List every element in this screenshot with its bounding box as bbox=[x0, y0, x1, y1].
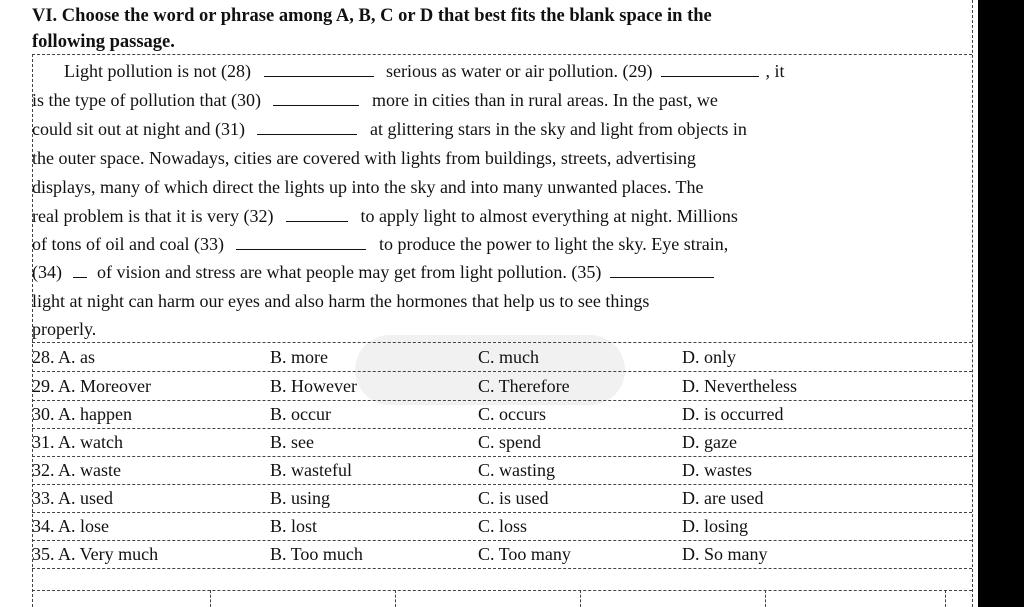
passage-text: to produce the power to light the sky. Eye strain, bbox=[378, 234, 729, 254]
option-d[interactable]: D. losing bbox=[682, 516, 749, 536]
exercise-heading-cont: following passage. bbox=[32, 32, 175, 52]
passage-text: of vision and stress are what people may get from light pollution. (35) bbox=[97, 262, 602, 282]
table-col-divider bbox=[395, 590, 396, 607]
passage-text: , it bbox=[765, 61, 785, 81]
table-col-divider bbox=[945, 590, 946, 607]
answer-row-29 bbox=[32, 372, 972, 401]
option-a[interactable]: 30. A. happen bbox=[32, 404, 132, 424]
answer-row-28 bbox=[32, 343, 972, 372]
passage-text: to apply light to almost everything at night. Millions bbox=[360, 206, 738, 226]
answer-row-32 bbox=[32, 456, 972, 485]
passage-line bbox=[32, 60, 972, 82]
option-b[interactable]: B. However bbox=[270, 376, 357, 396]
option-d[interactable]: D. only bbox=[682, 347, 736, 367]
option-d[interactable]: D. Nevertheless bbox=[682, 376, 797, 396]
passage-text: real problem is that it is very (32) bbox=[32, 206, 274, 226]
answer-row-34 bbox=[32, 512, 972, 541]
answer-row-35 bbox=[32, 540, 972, 569]
option-d[interactable]: D. So many bbox=[682, 544, 768, 564]
table-col-divider bbox=[580, 590, 581, 607]
answer-row-30 bbox=[32, 400, 972, 429]
blank-35[interactable] bbox=[610, 261, 714, 278]
passage-line: displays, many of which direct the lights up into the sky and into many unwanted places. The bbox=[32, 177, 704, 197]
blank-34[interactable] bbox=[73, 261, 87, 278]
option-c[interactable]: C. occurs bbox=[478, 404, 546, 424]
option-c[interactable]: C. is used bbox=[478, 488, 549, 508]
option-a[interactable]: 29. A. Moreover bbox=[32, 376, 151, 396]
option-a[interactable]: 32. A. waste bbox=[32, 460, 121, 480]
option-a[interactable]: 34. A. lose bbox=[32, 516, 110, 536]
passage-line: light at night can harm our eyes and also harm the hormones that help us to see things bbox=[32, 291, 650, 311]
passage-text: more in cities than in rural areas. In the past, we bbox=[371, 90, 718, 110]
blank-31[interactable] bbox=[257, 118, 357, 135]
passage-line bbox=[32, 118, 972, 140]
option-b[interactable]: B. Too much bbox=[270, 544, 363, 564]
passage-text: could sit out at night and (31) bbox=[32, 119, 245, 139]
option-d[interactable]: D. wastes bbox=[682, 460, 752, 480]
option-b[interactable]: B. lost bbox=[270, 516, 318, 536]
exercise-heading: VI. Choose the word or phrase among A, B, C or D that best fits the blank space in the bbox=[32, 6, 712, 26]
option-a[interactable]: 28. A. as bbox=[32, 347, 95, 367]
passage-line bbox=[32, 233, 972, 255]
option-c[interactable]: C. wasting bbox=[478, 460, 556, 480]
option-a[interactable]: 33. A. used bbox=[32, 488, 113, 508]
passage-text: (34) bbox=[32, 262, 62, 282]
passage-line bbox=[32, 89, 972, 111]
option-b[interactable]: B. occur bbox=[270, 404, 331, 424]
option-b[interactable]: B. using bbox=[270, 488, 331, 508]
option-c[interactable]: C. spend bbox=[478, 432, 541, 452]
option-d[interactable]: D. gaze bbox=[682, 432, 737, 452]
blank-28[interactable] bbox=[264, 60, 374, 77]
option-c[interactable]: C. Therefore bbox=[478, 376, 570, 396]
table-col-divider bbox=[210, 590, 211, 607]
passage-text: serious as water or air pollution. (29) bbox=[386, 61, 653, 81]
option-c[interactable]: C. Too many bbox=[478, 544, 571, 564]
passage-text: Light pollution is not (28) bbox=[64, 61, 251, 81]
answer-row-33 bbox=[32, 484, 972, 513]
answer-row-31 bbox=[32, 428, 972, 457]
option-b[interactable]: B. more bbox=[270, 347, 328, 367]
option-d[interactable]: D. is occurred bbox=[682, 404, 784, 424]
option-c[interactable]: C. much bbox=[478, 347, 539, 367]
option-b[interactable]: B. wasteful bbox=[270, 460, 352, 480]
option-b[interactable]: B. see bbox=[270, 432, 314, 452]
passage-text: of tons of oil and coal (33) bbox=[32, 234, 224, 254]
table-col-divider bbox=[765, 590, 766, 607]
passage-line bbox=[32, 261, 972, 283]
passage-text: at glittering stars in the sky and light from objects in bbox=[369, 119, 747, 139]
blank-33[interactable] bbox=[236, 233, 366, 250]
option-a[interactable]: 31. A. watch bbox=[32, 432, 123, 452]
passage-line bbox=[32, 205, 972, 227]
passage-line: the outer space. Nowadays, cities are covered with lights from buildings, streets, advertising bbox=[32, 148, 696, 168]
blank-32[interactable] bbox=[286, 205, 348, 222]
heading-divider bbox=[32, 54, 972, 55]
blank-29[interactable] bbox=[661, 60, 759, 77]
passage-text: is the type of pollution that (30) bbox=[32, 90, 261, 110]
table-divider bbox=[32, 590, 972, 591]
option-c[interactable]: C. loss bbox=[478, 516, 528, 536]
blank-30[interactable] bbox=[273, 89, 359, 106]
option-d[interactable]: D. are used bbox=[682, 488, 764, 508]
option-a[interactable]: 35. A. Very much bbox=[32, 544, 159, 564]
passage-line: properly. bbox=[32, 319, 97, 339]
right-border bbox=[972, 0, 973, 607]
